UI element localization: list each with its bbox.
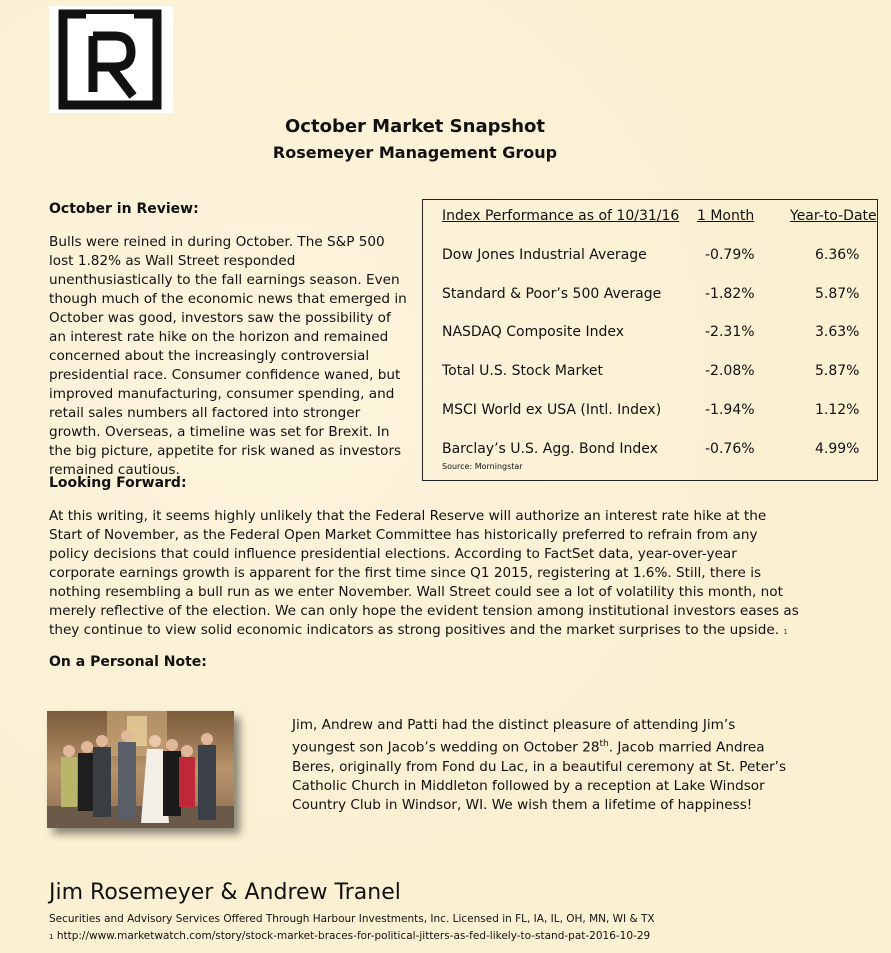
personal-paragraph — [292, 716, 792, 815]
index-month: -2.08% — [705, 363, 755, 379]
forward-text: At this writing, it seems highly unlikely that the Federal Reserve will authorize an interest rate hike at the Start of November, as the Federal Open Market Committee has historically preferred to refrain from any policy decisions that could influence presidential elections. According to FactSet data, year-over-year corporate earnings growth is apparent for the first time since Q1 2015, registering at 1.6%. Still, there is nothing resembling a bull run as we enter November. Wall Street could see a lot of volatility this month, not merely reflective of the election. We can only hope the evident tension among institutional investors eases as they continue to view solid economic indicators as strong positives and the market surprises to the upside. — [49, 508, 799, 638]
review-heading: October in Review: — [49, 201, 199, 217]
index-name: MSCI World ex USA (Intl. Index) — [442, 402, 662, 418]
table-header-ytd: Year-to-Date — [790, 208, 877, 224]
index-ytd: 1.12% — [815, 402, 860, 418]
index-ytd: 6.36% — [815, 247, 860, 263]
index-ytd: 3.63% — [815, 324, 860, 340]
wedding-photo — [47, 711, 234, 828]
table-header-month: 1 Month — [697, 208, 755, 224]
disclaimer: Securities and Advisory Services Offered Through Harbour Investments, Inc. Licensed in FL, IA, IL, OH, MN, WI & TX — [49, 913, 655, 925]
footnote-url: http://www.marketwatch.com/story/stock-market-braces-for-political-jitters-as-fed-likely-to-stand-pat-2016-10-29 — [56, 930, 651, 942]
wedding-group-photo-icon — [47, 711, 234, 828]
review-paragraph: Bulls were reined in during October. The S&P 500 lost 1.82% as Wall Street responded unenthusiastically to the fall earnings season. Even though much of the economic news that emerged in October was good, investors saw the possibility of an interest rate hike on the horizon and remained concerned about the increasingly controversial presidential race. Consumer confidence waned, but improved manufacturing, consumer spending, and retail sales numbers all factored into stronger growth. Overseas, a timeline was set for Brexit. In the big picture, appetite for risk waned as investors remained cautious. — [49, 234, 407, 478]
index-ytd: 4.99% — [815, 441, 860, 457]
footnote — [49, 930, 650, 942]
index-name: Total U.S. Stock Market — [442, 363, 603, 379]
footnote-number: 1 — [49, 933, 54, 941]
index-name: Dow Jones Industrial Average — [442, 247, 647, 263]
index-name: Standard & Poor’s 500 Average — [442, 286, 662, 302]
index-ytd: 5.87% — [815, 363, 860, 379]
personal-heading: On a Personal Note: — [49, 654, 207, 670]
index-month: -2.31% — [705, 324, 755, 340]
index-name: NASDAQ Composite Index — [442, 324, 624, 340]
ordinal-suffix: th — [599, 739, 609, 749]
personal-text-end: . Jacob married Andrea Beres, originally from Fond du Lac, in a beautiful ceremony at St. Peter’s Catholic Church in Middleton followed by a reception at Lake Windsor Country Club in Windsor, WI. We wish them a lifetime of happiness! — [292, 739, 787, 813]
index-month: -1.94% — [705, 402, 755, 418]
forward-heading: Looking Forward: — [49, 475, 187, 491]
forward-paragraph — [49, 507, 799, 642]
page-title: October Market Snapshot — [285, 116, 545, 137]
index-name: Barclay’s U.S. Agg. Bond Index — [442, 441, 658, 457]
r-letter-logo-icon — [49, 6, 173, 113]
table-header-index: Index Performance as of 10/31/16 — [442, 208, 680, 224]
company-logo — [49, 6, 173, 113]
footnote-marker: 1 — [783, 628, 788, 636]
index-month: -0.76% — [705, 441, 755, 457]
index-month: -1.82% — [705, 286, 755, 302]
page-subtitle: Rosemeyer Management Group — [272, 143, 558, 162]
personal-text-start: Jim, Andrew and Patti had the distinct pleasure of attending Jim’s youngest son Jacob’s wedding on October 28 — [292, 717, 736, 756]
index-performance-table — [422, 199, 878, 481]
index-month: -0.79% — [705, 247, 755, 263]
table-source-note: Source: Morningstar — [442, 462, 523, 471]
signature: Jim Rosemeyer & Andrew Tranel — [49, 880, 401, 905]
index-ytd: 5.87% — [815, 286, 860, 302]
